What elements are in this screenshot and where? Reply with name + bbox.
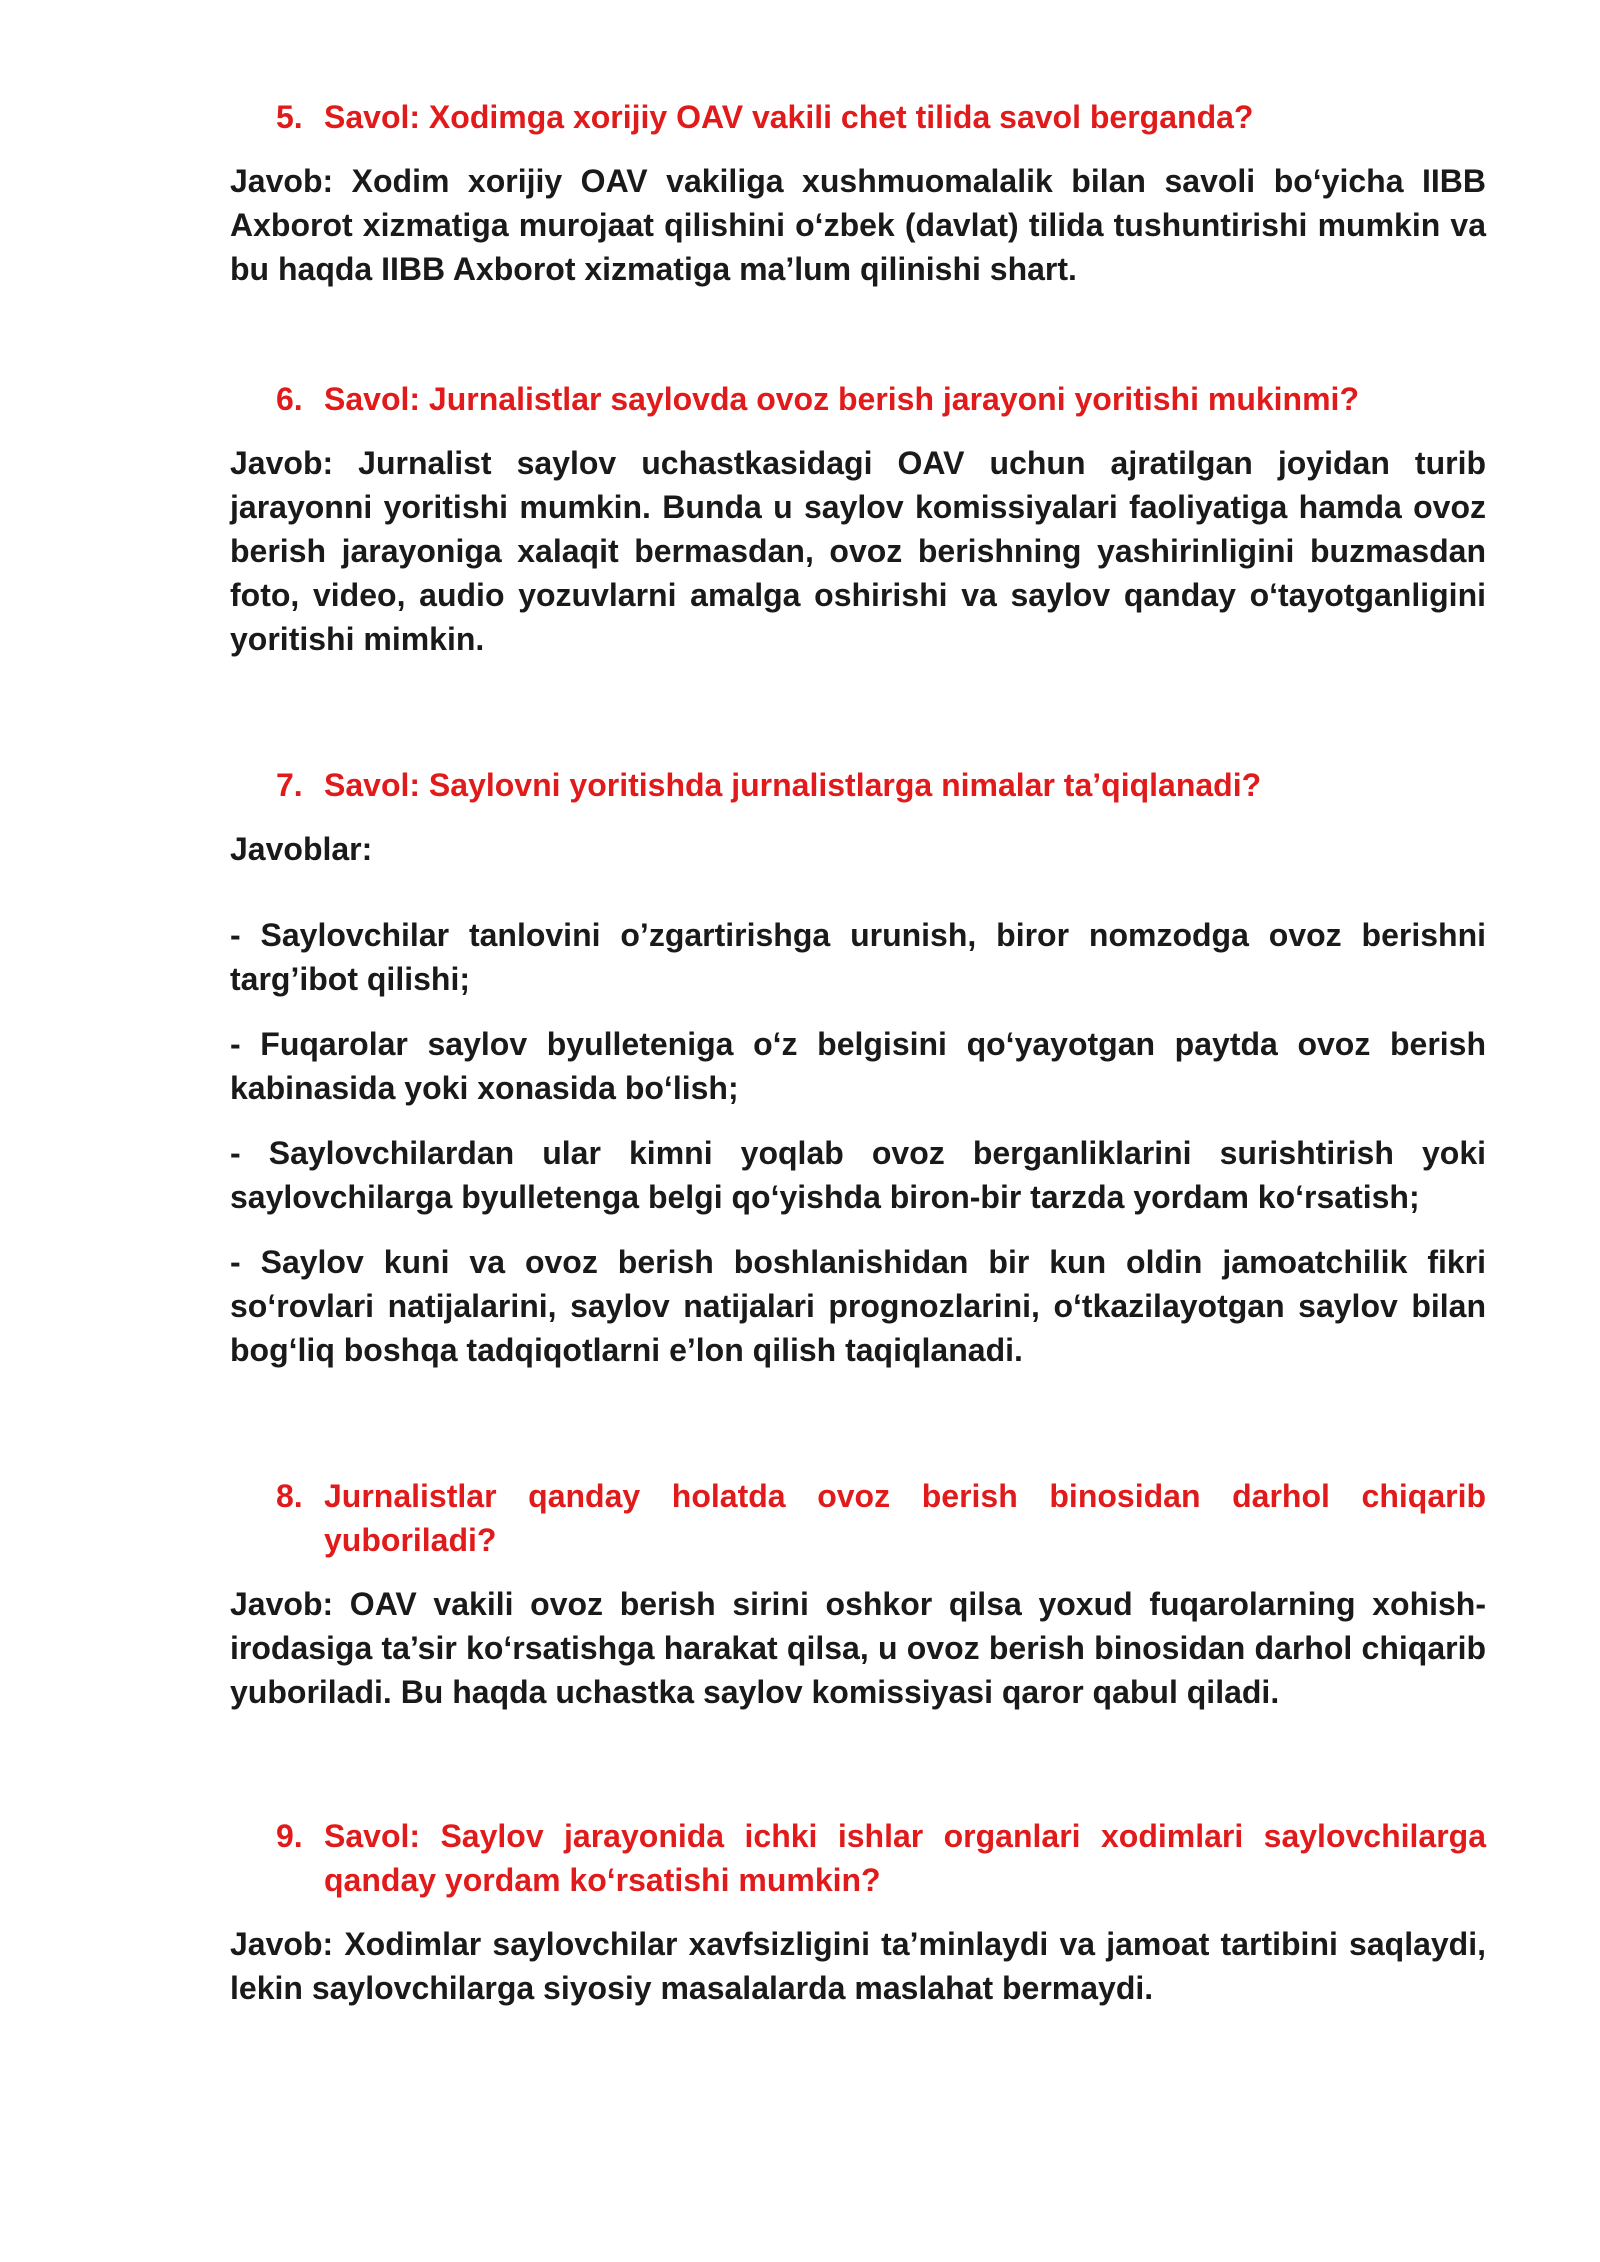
question-heading	[276, 95, 1486, 139]
spacer	[230, 291, 1486, 377]
question-number: 7.	[276, 767, 303, 803]
spacer	[230, 1393, 1486, 1474]
question-text: Savol: Xodimga xorijiy OAV vakili chet tilida savol berganda?	[324, 99, 1254, 135]
question-heading	[276, 763, 1486, 807]
question-text: Savol: Saylovni yoritishda jurnalistlarga nimalar ta’qiqlanadi?	[324, 767, 1262, 803]
list-item: - Fuqarolar saylov byulleteniga o‘z belgisini qo‘yayotgan paytda ovoz berish kabinasida yoki xonasida bo‘lish;	[230, 1026, 1486, 1106]
question-heading	[276, 1814, 1486, 1902]
list-item: - Saylovchilardan ular kimni yoqlab ovoz berganliklarini surishtirish yoki saylovchilarga byulletenga belgi qo‘yishda biron-bir tarzda yordam ko‘rsatish;	[230, 1135, 1486, 1215]
question-number: 8.	[276, 1478, 303, 1514]
qa-block-5	[230, 95, 1486, 291]
qa-block-8	[230, 1474, 1486, 1714]
question-number: 5.	[276, 99, 303, 135]
question-number: 9.	[276, 1818, 303, 1854]
qa-block-6	[230, 377, 1486, 661]
answer-paragraph: Javob: Xodim xorijiy OAV vakiliga xushmuomalalik bilan savoli bo‘yicha IIBB Axborot xizmatiga murojaat qilishini o‘zbek (davlat) tilida tushuntirishi mumkin va bu haqda IIBB Axborot xizmatiga ma’lum qilinishi shart.	[230, 163, 1486, 287]
question-text: Jurnalistlar qanday holatda ovoz berish binosidan darhol chiqarib yuboriladi?	[324, 1478, 1486, 1558]
question-text: Savol: Saylov jarayonida ichki ishlar organlari xodimlari saylovchilarga qanday yordam ko‘rsatishi mumkin?	[324, 1818, 1486, 1898]
answers-label: Javoblar:	[230, 831, 373, 867]
question-number: 6.	[276, 381, 303, 417]
spacer	[230, 661, 1486, 763]
question-heading	[276, 1474, 1486, 1562]
qa-block-7	[230, 763, 1486, 1372]
answer-paragraph: Javob: OAV vakili ovoz berish sirini oshkor qilsa yoxud fuqarolarning xohish-irodasiga ta’sir ko‘rsatishga harakat qilsa, u ovoz berish binosidan darhol chiqarib yuboriladi. Bu haqda uchastka saylov komissiyasi qaror qabul qiladi.	[230, 1586, 1486, 1710]
list-item: - Saylovchilar tanlovini o’zgartirishga urunish, biror nomzodga ovoz berishni targ’ibot qilishi;	[230, 917, 1486, 997]
spacer	[230, 1714, 1486, 1814]
qa-block-9	[230, 1814, 1486, 2010]
question-text: Savol: Jurnalistlar saylovda ovoz berish jarayoni yoritishi mukinmi?	[324, 381, 1359, 417]
list-item: - Saylov kuni va ovoz berish boshlanishidan bir kun oldin jamoatchilik fikri so‘rovlari natijalarini, saylov natijalari prognozlarini, o‘tkazilayotgan saylov bilan bog‘liq boshqa tadqiqotlarni e’lon qilish taqiqlanadi.	[230, 1244, 1486, 1368]
answer-paragraph: Javob: Jurnalist saylov uchastkasidagi OAV uchun ajratilgan joyidan turib jarayonni yoritishi mumkin. Bunda u saylov komissiyalari faoliyatiga hamda ovoz berish jarayoniga xalaqit bermasdan, ovoz berishning yashirinligini buzmasdan foto, video, audio yozuvlarni amalga oshirishi va saylov qanday o‘tayotganligini yoritishi mimkin.	[230, 445, 1486, 657]
answer-paragraph: Javob: Xodimlar saylovchilar xavfsizligini ta’minlaydi va jamoat tartibini saqlaydi, lekin saylovchilarga siyosiy masalalarda maslahat bermaydi.	[230, 1926, 1486, 2006]
question-heading	[276, 377, 1486, 421]
